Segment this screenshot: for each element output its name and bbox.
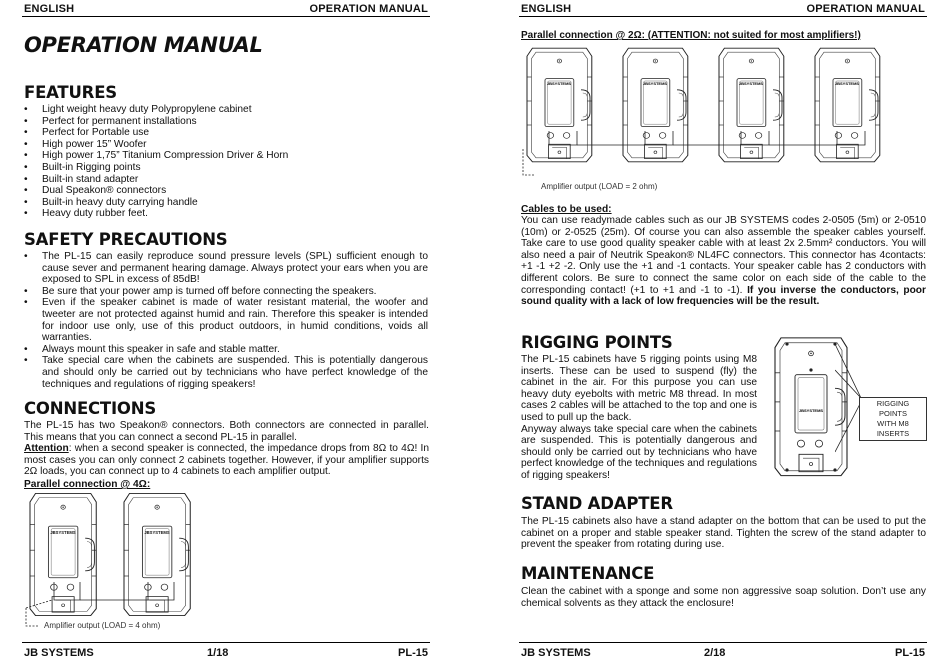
cabinet-logo: JBSYSTEMS bbox=[642, 81, 668, 86]
feature-item: • Perfect for Portable use bbox=[22, 127, 430, 139]
connections-heading: CONNECTIONS bbox=[24, 399, 157, 418]
running-header bbox=[22, 0, 430, 17]
running-header bbox=[519, 0, 927, 17]
figure-4ohm-parallel bbox=[22, 490, 252, 640]
cables-warning: If you inverse the conductors, poor sound quality with a lack of low frequencies will be the result. bbox=[521, 284, 926, 308]
feature-item: • Built-in heavy duty carrying handle bbox=[22, 197, 430, 209]
rigging-callout-label bbox=[859, 397, 927, 441]
figure-2ohm-parallel bbox=[519, 45, 927, 185]
attention-label: Attention bbox=[24, 443, 69, 455]
cabinet-logo: JBSYSTEMS bbox=[738, 81, 764, 86]
footer-page-number: 1/18 bbox=[207, 647, 229, 659]
fig-2ohm-title: Parallel connection @ 2Ω: (ATTENTION: not suited for most amplifiers!) bbox=[521, 30, 861, 41]
document-title: OPERATION MANUAL bbox=[24, 33, 263, 57]
safety-heading: SAFETY PRECAUTIONS bbox=[24, 230, 228, 249]
header-language: ENGLISH bbox=[24, 3, 75, 15]
feature-item: • Dual Speakon® connectors bbox=[22, 185, 430, 197]
maintenance-text: Clean the cabinet with a sponge and some non aggressive soap solution. Don’t use any chemical solvents as they attack the enclosure! bbox=[521, 586, 926, 609]
feature-item: • High power 1,75” Titanium Compression Driver & Horn bbox=[22, 150, 430, 162]
footer-model: PL-15 bbox=[895, 647, 925, 659]
cabinet-logo: JBSYSTEMS bbox=[144, 530, 170, 535]
cabinet-logo: JBSYSTEMS bbox=[834, 81, 860, 86]
safety-item: • Always mount this speaker in safe and stable matter. bbox=[22, 344, 428, 356]
safety-list bbox=[22, 251, 428, 390]
stand-text: The PL-15 cabinets also have a stand adapter on the bottom that can be used to put the cabinet on a proper and stable speaker stand. Tighten the screw of the stand adapter to prevent the speaker from rotating during use. bbox=[521, 516, 926, 551]
fig-4ohm-caption: Amplifier output (LOAD = 4 ohm) bbox=[44, 621, 161, 630]
rigging-heading: RIGGING POINTS bbox=[521, 333, 673, 352]
feature-item: • Built-in stand adapter bbox=[22, 174, 430, 186]
rigging-text bbox=[521, 354, 757, 482]
attention-text: : when a second speaker is connected, the impedance drops from 8Ω to 4Ω! In most cases you can only connect 2 cabinets together. However, if your amplifier supports 2Ω loads, you can connect up to 4 cabinets to each amplifier output. bbox=[24, 443, 429, 478]
safety-item: • Even if the speaker cabinet is made of water resistant material, the woofer and tweeter are not protected against humid and rain. Therefore this speaker is intended for indoor use only, use of this product outdoors, in humid conditions, voids all warranties. bbox=[22, 297, 428, 343]
cables-text bbox=[521, 215, 926, 308]
fig-2ohm-caption: Amplifier output (LOAD = 2 ohm) bbox=[541, 182, 658, 191]
header-language: ENGLISH bbox=[521, 3, 572, 15]
feature-item: • Heavy duty rubber feet. bbox=[22, 208, 430, 220]
feature-item: • Light weight heavy duty Polypropylene cabinet bbox=[22, 104, 430, 116]
connections-para: The PL-15 has two Speakon® connectors. Both connectors are connected in parallel. This means that you can connect a second PL-15 in parallel. bbox=[24, 420, 429, 443]
cabinet-logo: JBSYSTEMS bbox=[798, 408, 824, 413]
safety-item: • The PL-15 can easily reproduce sound pressure levels (SPL) sufficient enough to cause sever and permanent hearing damage. Always protect your ears when you are exposed to SPL in excess of 85dB! bbox=[22, 251, 428, 286]
feature-item: • Built-in Rigging points bbox=[22, 162, 430, 174]
running-footer bbox=[519, 642, 927, 659]
footer-model: PL-15 bbox=[398, 647, 428, 659]
rigging-para-2: Anyway always take special care when the cabinets are suspended. This is potentially dangerous and should only be carried out by technicians who have perfect knowledge of the techniques and regulations of rigging speakers! bbox=[521, 423, 757, 481]
rigging-para-1: The PL-15 cabinets have 5 rigging points using M8 inserts. These can be used to suspend (fly) the cabinet in the air. For this purpose you can use heavy duty eyebolts with metric M8 thread. In most cases 2 cables will be attached to the top and one is used to pull up the back. bbox=[521, 354, 757, 423]
footer-brand: JB SYSTEMS bbox=[521, 647, 591, 659]
footer-page-number: 2/18 bbox=[704, 647, 726, 659]
features-heading: FEATURES bbox=[24, 83, 117, 102]
running-footer bbox=[22, 642, 430, 659]
stand-heading: STAND ADAPTER bbox=[521, 494, 673, 513]
fig-4ohm-title: Parallel connection @ 4Ω: bbox=[24, 479, 151, 490]
connections-text bbox=[24, 420, 429, 478]
page-left bbox=[22, 0, 430, 659]
feature-item: • Perfect for permanent installations bbox=[22, 116, 430, 128]
cables-heading: Cables to be used: bbox=[521, 204, 612, 215]
rigging-label-line1: RIGGING POINTS bbox=[876, 399, 910, 418]
safety-item: • Be sure that your power amp is turned off before connecting the speakers. bbox=[22, 286, 428, 298]
footer-brand: JB SYSTEMS bbox=[24, 647, 94, 659]
cabinet-logo: JBSYSTEMS bbox=[546, 81, 572, 86]
maintenance-heading: MAINTENANCE bbox=[521, 564, 655, 583]
header-manual: OPERATION MANUAL bbox=[309, 3, 428, 15]
features-list bbox=[22, 104, 430, 220]
header-manual: OPERATION MANUAL bbox=[806, 3, 925, 15]
page-right bbox=[519, 0, 927, 659]
cables-paragraph: You can use readymade cables such as our JB SYSTEMS codes 2-0505 (5m) or 2-0510 (10m) or 2-0525 (25m). Of course you can also assemble the speaker cables yourself. Take care to use good quality speaker cable with at least 2x 2.5mm² conductors. You will also need a pair of Neutrik Speakon® NL4FC connectors. This connector has 4contacts: +1 -1 +2 -2. Only use the +1 and -1 contacts. Your speaker cable has 2 conductors with different colors. Be sure to connect the same color on each side of the cable to the corresponding contact! (+1 to +1 and -1 to -1). bbox=[521, 215, 926, 296]
safety-item: • Take special care when the cabinets are suspended. This is potentially dangerous and should only be carried out by technicians who have perfect knowledge of the techniques and regulations of rigging speakers! bbox=[22, 355, 428, 390]
rigging-label-line2: WITH M8 INSERTS bbox=[876, 419, 910, 438]
feature-item: • High power 15” Woofer bbox=[22, 139, 430, 151]
cabinet-logo: JBSYSTEMS bbox=[50, 530, 76, 535]
